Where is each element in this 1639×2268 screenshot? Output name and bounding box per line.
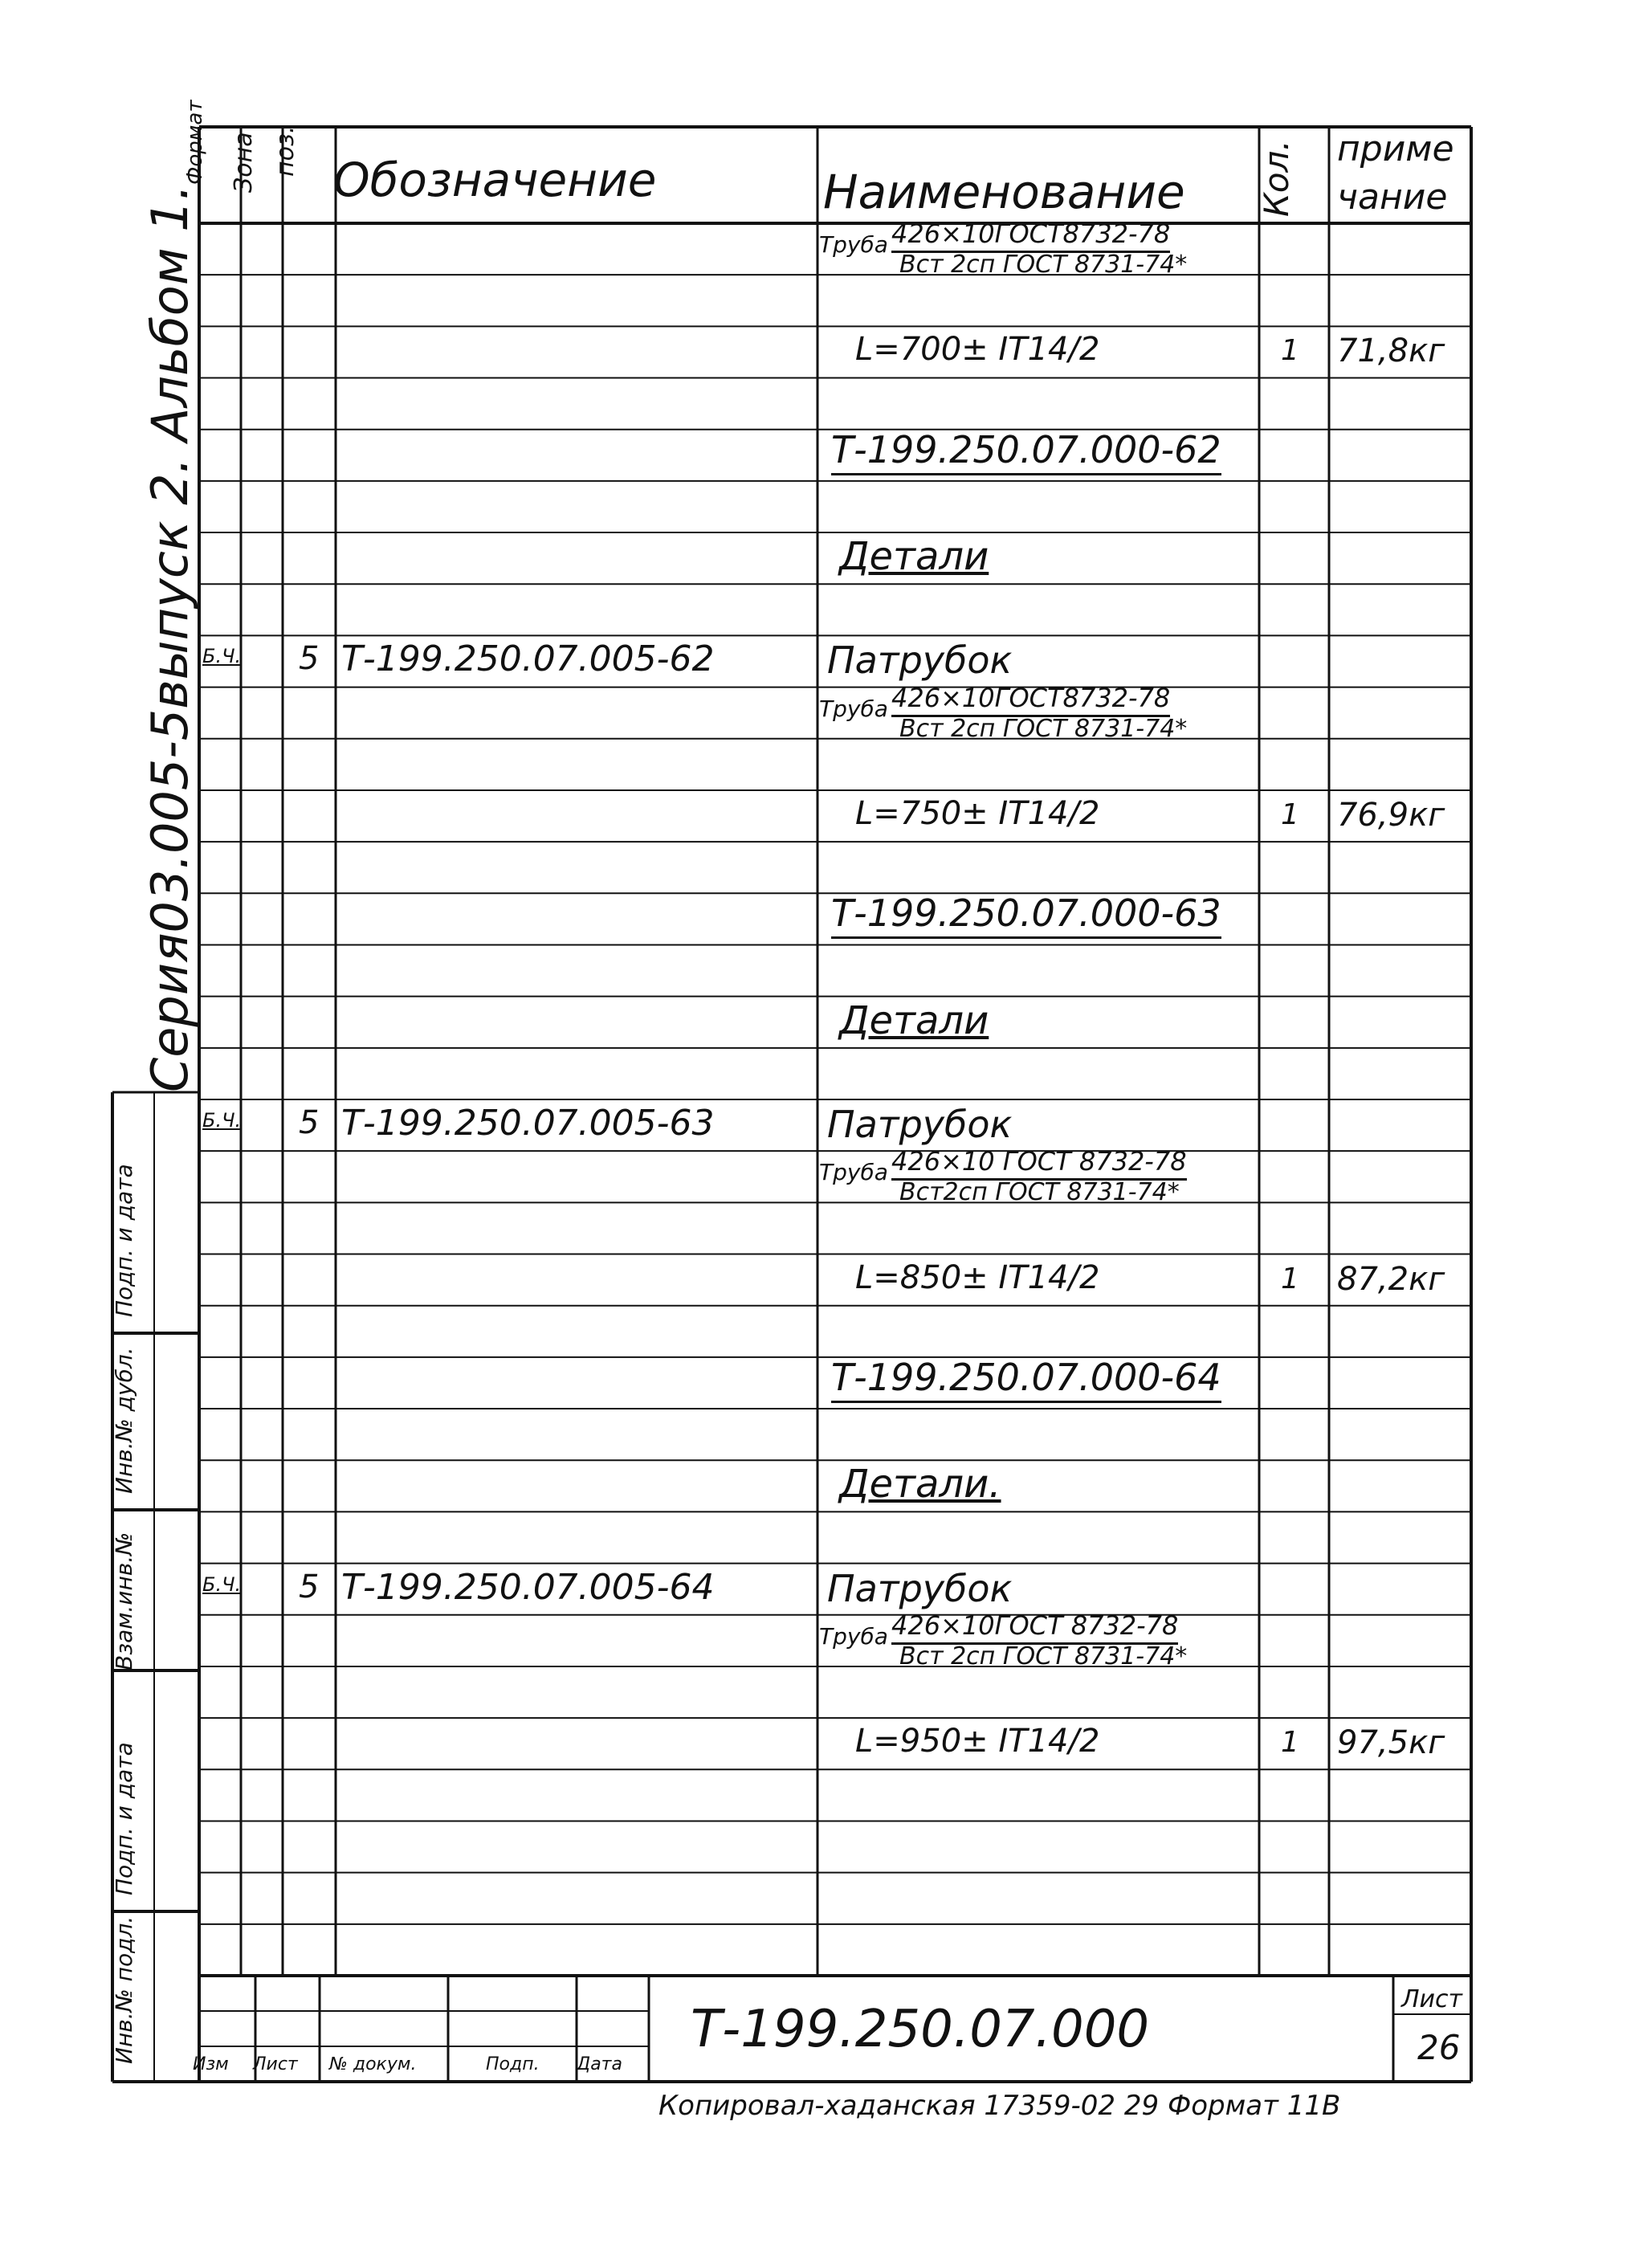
length-spec: L=950± IT14/2	[855, 1723, 1100, 1760]
length-spec: L=700± IT14/2	[855, 331, 1100, 369]
title-block-doc-number: Т-199.250.07.000	[691, 2000, 1150, 2059]
header-zone: Зона	[230, 132, 258, 193]
format-code: Б.Ч.	[202, 645, 242, 668]
assembly-designation: Т-199.250.07.000-64	[831, 1356, 1221, 1403]
header-note-line1: приме	[1337, 128, 1454, 169]
title-block-col-doc: № докум.	[329, 2054, 417, 2074]
position-number: 5	[299, 1568, 320, 1605]
stamp-inv-original: Инв.№ подл.	[111, 1915, 137, 2064]
stamp-sign-date-1: Подп. и дата	[111, 1742, 137, 1895]
assembly-designation: Т-199.250.07.000-62	[831, 428, 1221, 475]
mass-note: 76,9кг	[1337, 796, 1445, 834]
position-number: 5	[299, 640, 320, 678]
part-designation: Т-199.250.07.005-63	[341, 1103, 715, 1144]
part-name: Патрубок	[827, 1103, 1013, 1146]
format-code: Б.Ч.	[202, 1573, 242, 1596]
assembly-designation: Т-199.250.07.000-63	[831, 891, 1221, 939]
title-block-sheet-number: 26	[1417, 2028, 1461, 2067]
stamp-replaced-inv: Взам.инв.№	[111, 1532, 137, 1670]
stamp-sign-date-2: Подп. и дата	[111, 1164, 137, 1317]
pipe-material-spec: Вст 2сп ГОСТ 8731-74*	[899, 1642, 1188, 1670]
footer-copy-note: Копировал-хаданская 17359-02 29 Формат 11В	[658, 2090, 1341, 2122]
pipe-prefix: Труба	[819, 1622, 888, 1650]
pipe-prefix: Труба	[819, 231, 888, 258]
mass-note: 87,2кг	[1337, 1260, 1445, 1298]
quantity: 1	[1281, 1726, 1299, 1760]
header-pos: поз.	[271, 125, 300, 177]
quantity: 1	[1281, 1262, 1299, 1295]
quantity: 1	[1281, 797, 1299, 831]
pipe-prefix: Труба	[819, 1159, 888, 1186]
part-designation: Т-199.250.07.005-64	[341, 1566, 715, 1608]
header-format: Формат	[183, 100, 207, 185]
mass-note: 97,5кг	[1337, 1724, 1445, 1762]
mass-note: 71,8кг	[1337, 332, 1445, 370]
pipe-material-spec: Вст 2сп ГОСТ 8731-74*	[899, 251, 1188, 279]
title-block-col-sign: Подп.	[486, 2054, 540, 2074]
pipe-material-spec: Вст 2сп ГОСТ 8731-74*	[899, 714, 1188, 743]
section-heading: Детали.	[839, 1462, 1001, 1507]
format-code: Б.Ч.	[202, 1109, 242, 1132]
header-qty: Кол.	[1257, 140, 1296, 217]
pipe-size-spec: 426×10ГОСТ8732-78	[891, 683, 1170, 717]
header-designation: Обозначение	[333, 153, 657, 207]
title-block-col-sheet: Лист	[253, 2054, 298, 2074]
part-name: Патрубок	[827, 1566, 1013, 1610]
title-block-sheet-label: Лист	[1401, 1985, 1463, 2013]
title-block-col-date: Дата	[577, 2054, 622, 2074]
pipe-size-spec: 426×10 ГОСТ 8732-78	[891, 1146, 1187, 1181]
stamp-inv-duplicate: Инв.№ дубл.	[111, 1347, 137, 1494]
position-number: 5	[299, 1104, 320, 1141]
part-designation: Т-199.250.07.005-62	[341, 638, 715, 680]
pipe-prefix: Труба	[819, 695, 888, 722]
section-heading: Детали	[839, 534, 989, 580]
quantity: 1	[1281, 334, 1299, 368]
series-title: Серия03.005-5выпуск 2. Альбом 1.	[141, 184, 199, 1092]
title-block-col-change: Изм	[193, 2054, 229, 2074]
part-name: Патрубок	[827, 638, 1013, 683]
pipe-size-spec: 426×10ГОСТ8732-78	[891, 218, 1170, 253]
pipe-material-spec: Вст2сп ГОСТ 8731-74*	[899, 1178, 1180, 1207]
length-spec: L=750± IT14/2	[855, 794, 1100, 832]
pipe-size-spec: 426×10ГОСТ 8732-78	[891, 1610, 1178, 1645]
section-heading: Детали	[839, 997, 989, 1043]
header-note-line2: чание	[1337, 177, 1448, 218]
header-name: Наименование	[823, 165, 1185, 219]
length-spec: L=850± IT14/2	[855, 1258, 1100, 1296]
